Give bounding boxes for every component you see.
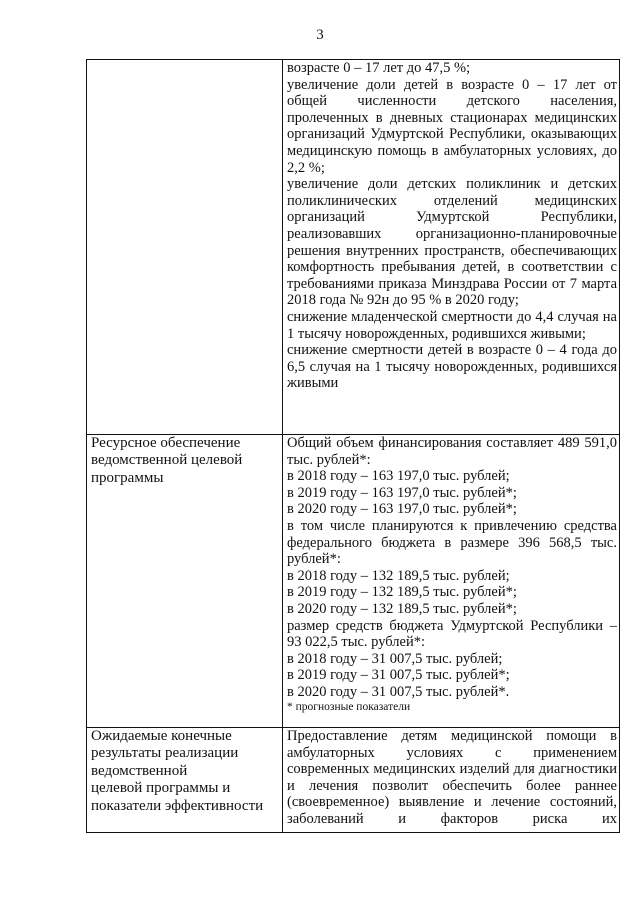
row-label-cell <box>87 728 283 833</box>
funding-text: в 2020 году – 163 197,0 тыс. рублей*; <box>287 501 517 518</box>
table-row-targets-continued <box>87 60 620 435</box>
target-indicator-text: увеличение доли детей в возрасте 0 – 17 лет от общей численности детского населения, пролеченных в дневных стационарах медицинских организаций Удмуртской Республики, оказывающих медицинскую помощь в амбулаторных условиях, до 2,2 %; <box>287 76 617 176</box>
program-passport-table <box>86 59 620 833</box>
funding-text: в 2019 году – 132 189,5 тыс. рублей*; <box>287 584 517 601</box>
target-indicator-text: возрасте 0 – 17 лет до 47,5 %; <box>287 60 471 76</box>
funding-text: в том числе планируются к привлечению средства федерального бюджета в размере 396 568,5 тыс. рублей*: <box>287 517 617 568</box>
table-row-resources <box>87 435 620 728</box>
row-label-line: результаты реализации <box>91 745 239 762</box>
row-label-line: ведомственной целевой <box>91 452 243 469</box>
target-indicator-text: снижение младенческой смертности до 4,4 случая на 1 тысячу новорожденных, родившихся живыми; <box>287 308 617 342</box>
row-label-cell <box>87 435 283 728</box>
target-indicator-text: увеличение доли детских поликлиник и детских поликлинических отделений медицинских организаций Удмуртской Республики, реализовавших организационно-планировочные решения внутренних пространств, обеспечивающих комфортность пребывания детей, в соответствии с требованиями приказа Минздрава России от 7 марта 2018 года № 92н до 95 % в 2020 году; <box>287 176 617 309</box>
table-row-expected-results <box>87 728 620 833</box>
page-number: 3 <box>316 27 324 43</box>
target-indicator-text: снижение смертности детей в возрасте 0 – 4 года до 6,5 случая на 1 тысячу новорожденных, родившихся живыми <box>287 342 617 392</box>
row-content-cell <box>283 728 620 833</box>
funding-text: в 2018 году – 132 189,5 тыс. рублей; <box>287 567 510 584</box>
expected-results-text: Предоставление детям медицинской помощи в амбулаторных условиях с применением современных медицинских изделий для диагностики и лечения позволит обеспечить более раннее (своевременное) выявление и лечение состояний, заболеваний и факторов риска их <box>287 728 617 827</box>
funding-text: в 2018 году – 163 197,0 тыс. рублей; <box>287 468 510 485</box>
funding-text: в 2019 году – 163 197,0 тыс. рублей*; <box>287 484 517 501</box>
funding-text: в 2020 году – 132 189,5 тыс. рублей*; <box>287 600 517 617</box>
row-label-line: целевой программы и <box>91 780 231 797</box>
funding-text: в 2018 году – 31 007,5 тыс. рублей; <box>287 650 503 667</box>
funding-text: размер средств бюджета Удмуртской Республики – 93 022,5 тыс. рублей*: <box>287 617 617 651</box>
row-label-line: ведомственной <box>91 762 188 779</box>
funding-text: в 2019 году – 31 007,5 тыс. рублей*; <box>287 667 510 684</box>
row-label-cell <box>87 60 283 435</box>
row-label-line: Ожидаемые конечные <box>91 728 232 744</box>
funding-text: Общий объем финансирования составляет 489 591,0 тыс. рублей*: <box>287 435 617 468</box>
funding-text: в 2020 году – 31 007,5 тыс. рублей*. <box>287 683 510 700</box>
row-label-line: программы <box>91 469 164 486</box>
row-content-cell <box>283 435 620 728</box>
row-label-line: Ресурсное обеспечение <box>91 435 241 451</box>
row-content-cell <box>283 60 620 435</box>
footnote: * прогнозные показатели <box>287 700 411 713</box>
row-label-line: показатели эффективности <box>91 797 264 814</box>
